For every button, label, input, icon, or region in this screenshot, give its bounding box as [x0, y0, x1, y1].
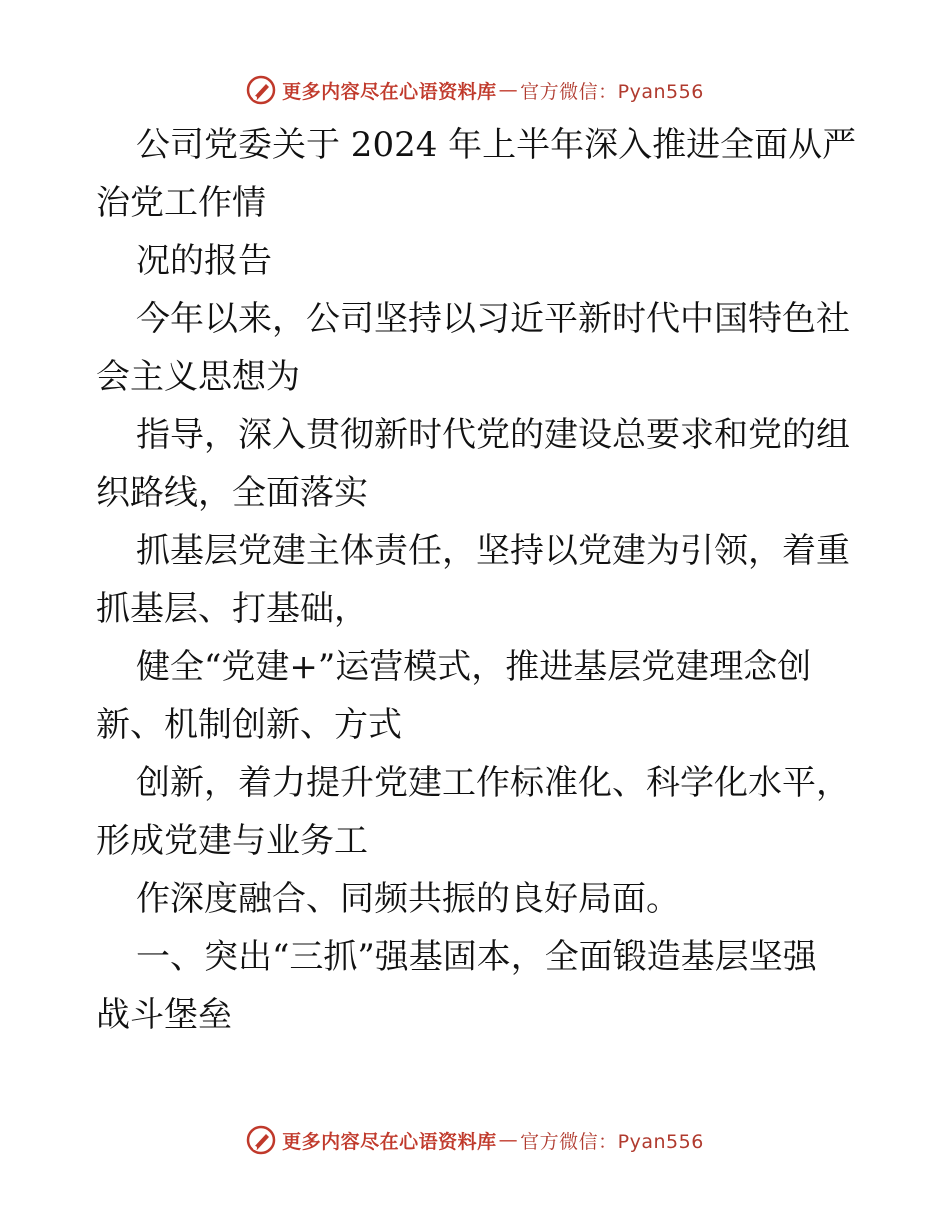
watermark-main-text: 更多内容尽在心语资料库: [282, 80, 497, 103]
paragraph: [96, 870, 866, 928]
header-watermark: [0, 70, 950, 110]
line: 公司党委关于 2024 年上半年深入推进全面从严: [136, 125, 857, 165]
watermark-dash: —: [498, 1129, 519, 1151]
paragraph: [96, 638, 866, 754]
line: 抓基层党建主体责任，坚持以党建为引领，着重: [136, 531, 850, 571]
paragraph-title: [96, 116, 866, 232]
pen-logo-icon: [246, 1125, 276, 1155]
line: 抓基层、打基础，: [96, 589, 368, 629]
footer-watermark: [0, 1120, 950, 1160]
paragraph: [96, 406, 866, 522]
line: 创新，着力提升党建工作标准化、科学化水平，: [136, 763, 850, 803]
paragraph-title-end: [96, 232, 866, 290]
line: 健全“党建+”运营模式，推进基层党建理念创: [136, 647, 812, 687]
line: 战斗堡垒: [96, 995, 232, 1035]
line: 会主义思想为: [96, 357, 300, 397]
section-heading: [96, 928, 866, 1044]
pen-logo-icon: [246, 75, 276, 105]
paragraph: [96, 290, 866, 406]
line: 织路线，全面落实: [96, 473, 368, 513]
watermark-wechat-text: 官方微信：Pyan556: [520, 1130, 704, 1153]
paragraph: [96, 754, 866, 870]
watermark-dash: —: [498, 79, 519, 101]
line: 况的报告: [136, 241, 272, 281]
paragraph: [96, 522, 866, 638]
line: 作深度融合、同频共振的良好局面。: [136, 879, 680, 919]
watermark-main-text: 更多内容尽在心语资料库: [282, 1130, 497, 1153]
line: 形成党建与业务工: [96, 821, 368, 861]
watermark-wechat-text: 官方微信：Pyan556: [520, 80, 704, 103]
line: 治党工作情: [96, 183, 266, 223]
line: 今年以来，公司坚持以习近平新时代中国特色社: [136, 299, 850, 339]
line: 指导，深入贯彻新时代党的建设总要求和党的组: [136, 415, 850, 455]
document-body: [96, 116, 866, 1044]
line: 新、机制创新、方式: [96, 705, 402, 745]
line: 一、突出“三抓”强基固本，全面锻造基层坚强: [136, 937, 817, 977]
